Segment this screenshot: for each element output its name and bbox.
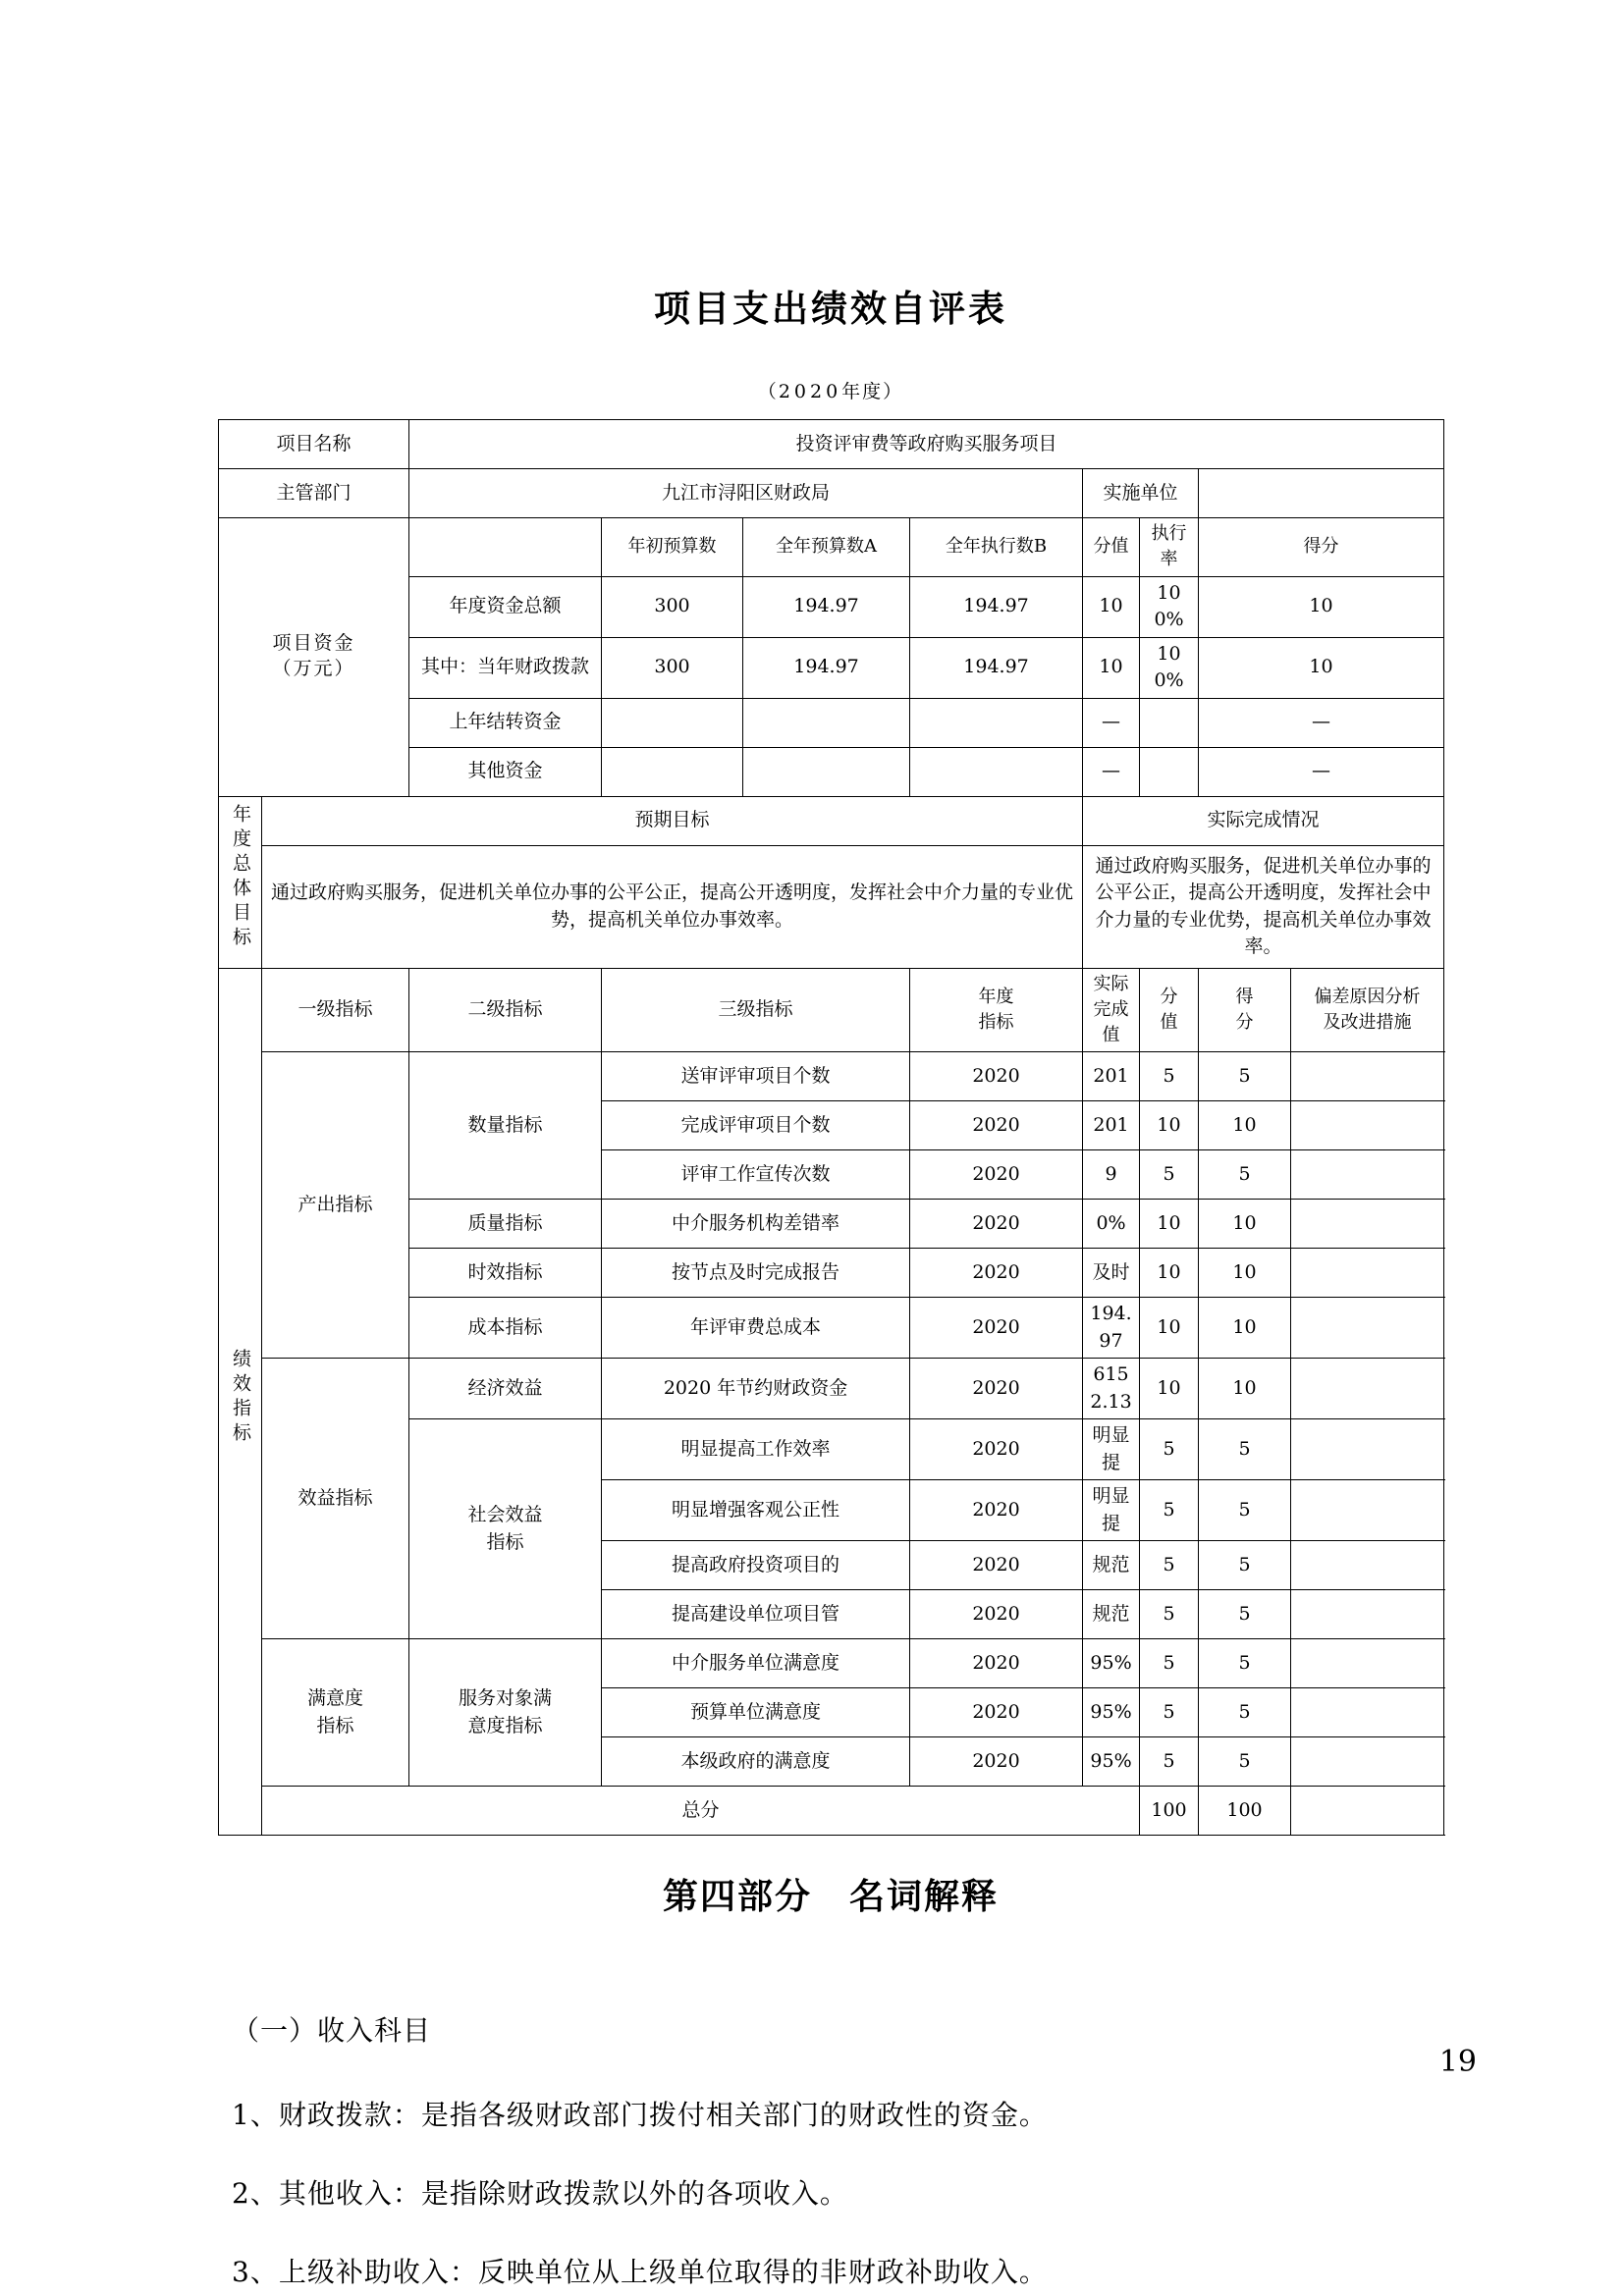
project-funds-label-line2: （万元） xyxy=(272,658,355,680)
fund-row-begin-budget-3 xyxy=(602,747,743,796)
performance-self-evaluation-table xyxy=(218,419,1444,1836)
indicator-annual-target: 2020 xyxy=(910,1480,1083,1541)
fund-row-score-0: 10 xyxy=(1199,576,1444,637)
indicator-deviation xyxy=(1291,1737,1444,1787)
project-name-value: 投资评审费等政府购买服务项目 xyxy=(409,420,1444,469)
indicator-deviation xyxy=(1291,1150,1444,1200)
indicator-score-value: 5 xyxy=(1140,1541,1199,1590)
indicator-header-level3: 三级指标 xyxy=(602,968,910,1051)
indicator-deviation xyxy=(1291,1688,1444,1737)
indicator-level3: 2020 年节约财政资金 xyxy=(602,1359,910,1419)
fund-row-name-2: 上年结转资金 xyxy=(409,698,602,747)
fund-row-annual-budget-3 xyxy=(743,747,910,796)
indicator-score-value: 5 xyxy=(1140,1737,1199,1787)
indicator-actual: 194.97 xyxy=(1083,1298,1140,1359)
total-label: 总分 xyxy=(262,1787,1140,1836)
indicator-level3: 明显提高工作效率 xyxy=(602,1419,910,1480)
indicator-score: 10 xyxy=(1199,1101,1291,1150)
indicator-score: 5 xyxy=(1199,1052,1291,1101)
table-row-total xyxy=(219,1787,1444,1836)
total-score-value: 100 xyxy=(1140,1787,1199,1836)
indicator-level1-0: 产出指标 xyxy=(262,1052,409,1359)
overall-goal-label: 年度总体目标 xyxy=(219,796,262,968)
indicator-annual-target: 2020 xyxy=(910,1150,1083,1200)
indicator-level3: 完成评审项目个数 xyxy=(602,1101,910,1150)
fund-row-score-value-1: 10 xyxy=(1083,637,1140,698)
indicator-level1-1: 效益指标 xyxy=(262,1359,409,1639)
indicator-score-value: 5 xyxy=(1140,1419,1199,1480)
indicator-score-value: 10 xyxy=(1140,1200,1199,1249)
indicator-score: 5 xyxy=(1199,1737,1291,1787)
indicator-level3: 中介服务机构差错率 xyxy=(602,1200,910,1249)
indicator-level3: 提高政府投资项目的 xyxy=(602,1541,910,1590)
indicator-actual: 201 xyxy=(1083,1052,1140,1101)
table-row-indicator xyxy=(219,1359,1444,1419)
indicator-annual-target: 2020 xyxy=(910,1419,1083,1480)
indicator-header-level1: 一级指标 xyxy=(262,968,409,1051)
indicator-level2-0-2: 时效指标 xyxy=(409,1249,602,1298)
indicator-level2-0-0: 数量指标 xyxy=(409,1052,602,1200)
fund-row-annual-budget-0: 194.97 xyxy=(743,576,910,637)
fund-header-blank xyxy=(409,518,602,576)
indicator-deviation xyxy=(1291,1200,1444,1249)
fund-header-annual-exec: 全年执行数B xyxy=(910,518,1083,576)
indicator-level3: 评审工作宣传次数 xyxy=(602,1150,910,1200)
fund-row-begin-budget-0: 300 xyxy=(602,576,743,637)
indicator-annual-target: 2020 xyxy=(910,1298,1083,1359)
section-subheading: （一）收入科目 xyxy=(232,2014,432,2048)
fund-header-begin-budget: 年初预算数 xyxy=(602,518,743,576)
fund-row-exec-rate-1: 100% xyxy=(1140,637,1199,698)
fund-header-score-value: 分值 xyxy=(1083,518,1140,576)
total-score: 100 xyxy=(1199,1787,1291,1836)
indicator-annual-target: 2020 xyxy=(910,1101,1083,1150)
indicator-level1-2: 满意度 指标 xyxy=(262,1639,409,1787)
indicator-score: 10 xyxy=(1199,1200,1291,1249)
department-label: 主管部门 xyxy=(219,469,409,518)
indicator-annual-target: 2020 xyxy=(910,1200,1083,1249)
department-value: 九江市浔阳区财政局 xyxy=(409,469,1083,518)
fund-row-score-value-0: 10 xyxy=(1083,576,1140,637)
indicator-level2-0-3: 成本指标 xyxy=(409,1298,602,1359)
fund-row-annual-exec-0: 194.97 xyxy=(910,576,1083,637)
indicator-deviation xyxy=(1291,1419,1444,1480)
definition-paragraph-3: 3、上级补助收入：反映单位从上级单位取得的非财政补助收入。 xyxy=(232,2256,1048,2289)
fund-row-annual-budget-1: 194.97 xyxy=(743,637,910,698)
table-row-indicator xyxy=(219,1639,1444,1688)
indicator-header-level2: 二级指标 xyxy=(409,968,602,1051)
indicator-actual: 95% xyxy=(1083,1688,1140,1737)
indicator-score-value: 10 xyxy=(1140,1298,1199,1359)
fund-row-annual-exec-1: 194.97 xyxy=(910,637,1083,698)
definition-paragraph-2: 2、其他收入：是指除财政拨款以外的各项收入。 xyxy=(232,2177,848,2211)
indicator-level3: 预算单位满意度 xyxy=(602,1688,910,1737)
expected-goal-header: 预期目标 xyxy=(262,796,1083,845)
indicator-deviation xyxy=(1291,1101,1444,1150)
fund-row-annual-exec-3 xyxy=(910,747,1083,796)
indicator-level3: 按节点及时完成报告 xyxy=(602,1249,910,1298)
fund-row-name-1: 其中：当年财政拨款 xyxy=(409,637,602,698)
indicator-deviation xyxy=(1291,1359,1444,1419)
indicator-deviation xyxy=(1291,1480,1444,1541)
indicator-annual-target: 2020 xyxy=(910,1590,1083,1639)
table-row-department xyxy=(219,469,1444,518)
total-deviation xyxy=(1291,1787,1444,1836)
expected-goal-text: 通过政府购买服务，促进机关单位办事的公平公正，提高公开透明度，发挥社会中介力量的专业优势，提高机关单位办事效率。 xyxy=(262,845,1083,968)
fund-row-begin-budget-1: 300 xyxy=(602,637,743,698)
indicator-score-value: 5 xyxy=(1140,1480,1199,1541)
indicator-score: 10 xyxy=(1199,1249,1291,1298)
indicator-level2-1-1: 社会效益 指标 xyxy=(409,1419,602,1639)
indicator-deviation xyxy=(1291,1590,1444,1639)
indicator-deviation xyxy=(1291,1639,1444,1688)
indicator-actual: 9 xyxy=(1083,1150,1140,1200)
page-number: 19 xyxy=(1438,2045,1477,2079)
indicator-deviation xyxy=(1291,1052,1444,1101)
year-prefix: （ xyxy=(757,381,779,403)
fund-row-exec-rate-3 xyxy=(1140,747,1199,796)
indicator-header-actual-value: 实际 完成值 xyxy=(1083,968,1140,1051)
indicator-score: 5 xyxy=(1199,1688,1291,1737)
indicator-score-value: 10 xyxy=(1140,1249,1199,1298)
indicator-score-value: 10 xyxy=(1140,1359,1199,1419)
indicator-score: 5 xyxy=(1199,1590,1291,1639)
indicator-header-score-value: 分 值 xyxy=(1140,968,1199,1051)
fund-header-score: 得分 xyxy=(1199,518,1444,576)
indicator-actual: 明显提 xyxy=(1083,1419,1140,1480)
indicator-annual-target: 2020 xyxy=(910,1688,1083,1737)
year-suffix: 年度） xyxy=(841,381,904,403)
fund-row-name-3: 其他资金 xyxy=(409,747,602,796)
performance-indicator-label: 绩效指标 xyxy=(219,968,262,1836)
fund-row-name-0: 年度资金总额 xyxy=(409,576,602,637)
indicator-score: 5 xyxy=(1199,1639,1291,1688)
fund-row-exec-rate-0: 100% xyxy=(1140,576,1199,637)
fund-row-score-2: — xyxy=(1199,698,1444,747)
indicator-actual: 95% xyxy=(1083,1639,1140,1688)
project-name-label: 项目名称 xyxy=(219,420,409,469)
indicator-score: 5 xyxy=(1199,1419,1291,1480)
indicator-annual-target: 2020 xyxy=(910,1639,1083,1688)
indicator-score: 5 xyxy=(1199,1541,1291,1590)
fund-row-annual-budget-2 xyxy=(743,698,910,747)
indicator-level3: 提高建设单位项目管 xyxy=(602,1590,910,1639)
definition-paragraph-1: 1、财政拨款：是指各级财政部门拨付相关部门的财政性的资金。 xyxy=(232,2099,1048,2132)
indicator-level2-1-0: 经济效益 xyxy=(409,1359,602,1419)
indicator-level3: 本级政府的满意度 xyxy=(602,1737,910,1787)
indicator-header-score: 得 分 xyxy=(1199,968,1291,1051)
implementing-unit-value xyxy=(1199,469,1444,518)
indicator-header-annual-target: 年度 指标 xyxy=(910,968,1083,1051)
indicator-score: 10 xyxy=(1199,1359,1291,1419)
indicator-actual: 0% xyxy=(1083,1200,1140,1249)
fund-row-annual-exec-2 xyxy=(910,698,1083,747)
indicator-actual: 及时 xyxy=(1083,1249,1140,1298)
fund-row-score-value-3: — xyxy=(1083,747,1140,796)
year-value: 2020 xyxy=(778,381,842,403)
indicator-score-value: 5 xyxy=(1140,1052,1199,1101)
indicator-annual-target: 2020 xyxy=(910,1052,1083,1101)
indicator-score-value: 5 xyxy=(1140,1688,1199,1737)
table-row-fund-headers xyxy=(219,518,1444,576)
indicator-deviation xyxy=(1291,1541,1444,1590)
fund-row-score-1: 10 xyxy=(1199,637,1444,698)
implementing-unit-label: 实施单位 xyxy=(1083,469,1199,518)
page-content xyxy=(218,0,1443,2290)
indicator-annual-target: 2020 xyxy=(910,1249,1083,1298)
actual-result-header: 实际完成情况 xyxy=(1083,796,1444,845)
fund-header-annual-budget: 全年预算数A xyxy=(743,518,910,576)
indicator-actual: 6152.13 xyxy=(1083,1359,1140,1419)
project-funds-label xyxy=(219,518,409,796)
indicator-header-deviation: 偏差原因分析 及改进措施 xyxy=(1291,968,1444,1051)
actual-result-text: 通过政府购买服务，促进机关单位办事的公平公正，提高公开透明度，发挥社会中介力量的专业优势，提高机关单位办事效率。 xyxy=(1083,845,1444,968)
table-row-indicator xyxy=(219,1052,1444,1101)
indicator-deviation xyxy=(1291,1249,1444,1298)
fund-row-score-value-2: — xyxy=(1083,698,1140,747)
indicator-actual: 明显提 xyxy=(1083,1480,1140,1541)
indicator-annual-target: 2020 xyxy=(910,1359,1083,1419)
indicator-actual: 规范 xyxy=(1083,1590,1140,1639)
indicator-level3: 年评审费总成本 xyxy=(602,1298,910,1359)
indicator-annual-target: 2020 xyxy=(910,1541,1083,1590)
indicator-level3: 中介服务单位满意度 xyxy=(602,1639,910,1688)
indicator-level2-2-0: 服务对象满 意度指标 xyxy=(409,1639,602,1787)
indicator-level3: 明显增强客观公正性 xyxy=(602,1480,910,1541)
table-row-goal-headers xyxy=(219,796,1444,845)
project-funds-label-line1: 项目资金 xyxy=(272,632,355,655)
fiscal-year-line xyxy=(218,377,1443,403)
indicator-score-value: 5 xyxy=(1140,1639,1199,1688)
indicator-score-value: 5 xyxy=(1140,1150,1199,1200)
fund-row-score-3: — xyxy=(1199,747,1444,796)
indicator-actual: 规范 xyxy=(1083,1541,1140,1590)
table-row-goal-text xyxy=(219,845,1444,968)
fund-row-begin-budget-2 xyxy=(602,698,743,747)
indicator-score: 10 xyxy=(1199,1298,1291,1359)
indicator-annual-target: 2020 xyxy=(910,1737,1083,1787)
indicator-score: 5 xyxy=(1199,1150,1291,1200)
indicator-score-value: 10 xyxy=(1140,1101,1199,1150)
section-heading: 第四部分 名词解释 xyxy=(662,1876,999,1918)
indicator-score: 5 xyxy=(1199,1480,1291,1541)
page-title: 项目支出绩效自评表 xyxy=(654,287,1007,330)
fund-header-exec-rate: 执行率 xyxy=(1140,518,1199,576)
indicator-actual: 95% xyxy=(1083,1737,1140,1787)
indicator-deviation xyxy=(1291,1298,1444,1359)
indicator-level2-0-1: 质量指标 xyxy=(409,1200,602,1249)
indicator-actual: 201 xyxy=(1083,1101,1140,1150)
indicator-score-value: 5 xyxy=(1140,1590,1199,1639)
indicator-level3: 送审评审项目个数 xyxy=(602,1052,910,1101)
fund-row-exec-rate-2 xyxy=(1140,698,1199,747)
table-row-indicator-headers xyxy=(219,968,1444,1051)
table-row-project-name xyxy=(219,420,1444,469)
